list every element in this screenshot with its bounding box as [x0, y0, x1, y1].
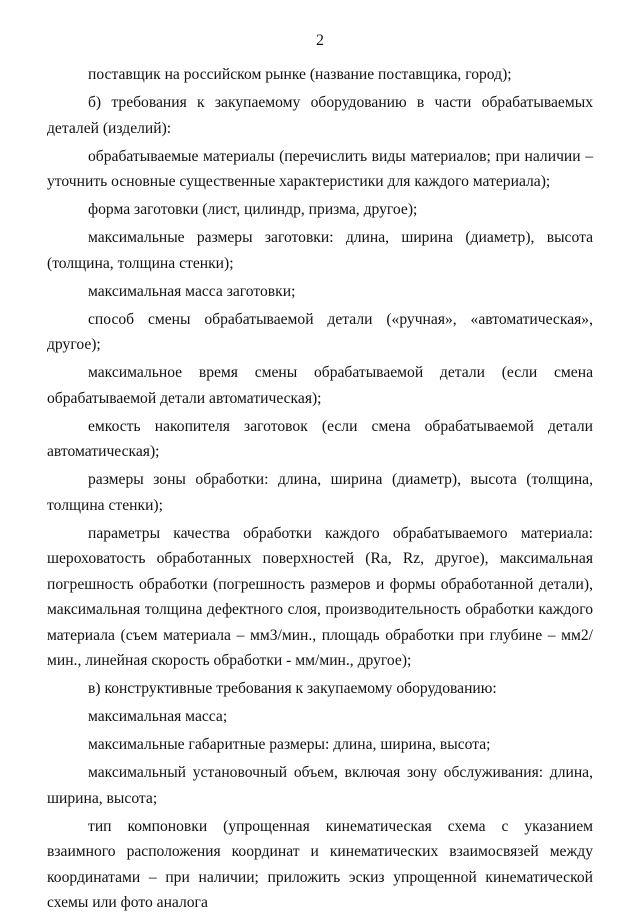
body-text	[47, 62, 593, 916]
paragraph-change-method: способ смены обрабатываемой детали («ручная», «автоматическая», другое);	[47, 310, 593, 353]
paragraph-work-zone: размеры зоны обработки: длина, ширина (диаметр), высота (толщина, толщина стенки);	[47, 471, 593, 514]
paragraph-installation-volume: максимальный установочный объем, включая зону обслуживания: длина, ширина, высота;	[47, 764, 593, 807]
page-number: 2	[316, 32, 324, 49]
paragraph-section-c: в) конструктивные требования к закупаемому оборудованию:	[88, 680, 497, 697]
paragraph-quality-params: параметры качества обработки каждого обрабатываемого материала: шероховатость обработанных поверхностей (Ra, Rz, другое), максимальная погрешность обработки (погрешность размеров и формы обработанной детали), максимальная толщина дефектного слоя, производительность обработки каждого материала (съем материала – мм3/мин., площадь обработки при глубине – мм2/мин., линейная скорость обработки - мм/мин., другое);	[47, 524, 593, 669]
paragraph-blank-shape: форма заготовки (лист, цилиндр, призма, другое);	[88, 201, 418, 218]
paragraph-section-b: б) требования к закупаемому оборудованию в части обрабатываемых деталей (изделий):	[47, 94, 593, 137]
paragraph-overall-dimensions: максимальные габаритные размеры: длина, ширина, высота;	[88, 736, 491, 753]
paragraph-blank-mass: максимальная масса заготовки;	[88, 282, 296, 300]
paragraph-layout-type: тип компоновки (упрощенная кинематическая схема с указанием взаимного расположения координат и кинематических взаимосвязей между координатами – при наличии; приложить эскиз упрощенной кинематической схемы или фото аналога	[47, 817, 593, 911]
paragraph-change-time: максимальное время смены обрабатываемой детали (если смена обрабатываемой детали автоматическая);	[47, 364, 593, 407]
paragraph-max-mass: максимальная масса;	[88, 708, 228, 725]
paragraph-blank-dimensions: максимальные размеры заготовки: длина, ширина (диаметр), высота (толщина, толщина стенки);	[47, 229, 593, 272]
paragraph-storage-capacity: емкость накопителя заготовок (если смена обрабатываемой детали автоматическая);	[47, 417, 593, 460]
paragraph-materials: обрабатываемые материалы (перечислить виды материалов; при наличии – уточнить основные существенные характеристики для каждого материала);	[47, 147, 593, 190]
paragraph-supplier: поставщик на российском рынке (название поставщика, город);	[88, 66, 512, 83]
